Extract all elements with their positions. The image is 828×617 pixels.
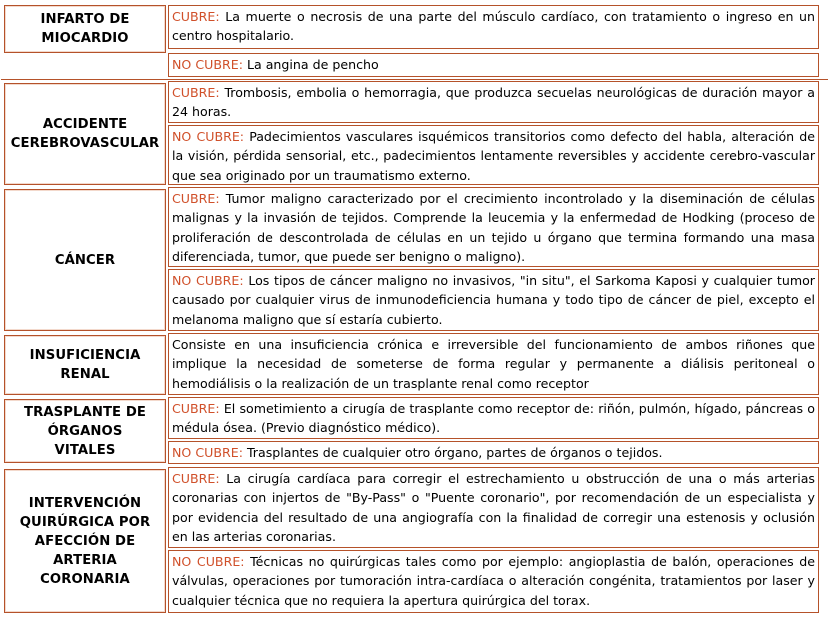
cubre-tag: CUBRE: — [172, 9, 220, 24]
cubre-text: La muerte o necrosis de una parte del músculo cardíaco, con tratamiento o ingreso en un centro hospitalario. — [172, 9, 815, 44]
condition-label-cancer — [4, 189, 166, 331]
condition-label-text: INSUFICIENCIA RENAL — [29, 348, 141, 382]
row-divider — [1, 79, 828, 80]
nocubre-cell-coronaria — [168, 550, 819, 613]
cubre-tag: CUBRE: — [172, 471, 220, 486]
cubre-text: La cirugía cardíaca para corregir el estrechamiento u obstrucción de una o más arterias coronarias con injertos de "By-Pass" o "Puente coronario", por recomendación de un especialista y por evidencia del resultado de una angiografía con la finalidad de corregir una estenosis y oclusión en las arterias coronarias. — [172, 471, 815, 544]
nocubre-tag: NO CUBRE: — [172, 129, 245, 144]
cubre-cell-trasplante — [168, 397, 819, 439]
condition-label-infarto — [4, 5, 166, 53]
nocubre-text: Padecimientos vasculares isquémicos transitorios como defecto del habla, alteración de la visión, pérdida sensorial, etc., padecimientos lentamente reversibles y accidente cerebro-vascular que sea originado por un traumatismo externo. — [172, 129, 815, 183]
condition-label-text: INTERVENCIÓN QUIRÚRGICA POR AFECCIÓN DE ARTERIA CORONARIA — [19, 495, 151, 587]
cubre-text: Tumor maligno caracterizado por el crecimiento incontrolado y la diseminación de células malignas y la invasión de tejidos. Comprende la leucemia y la enfermedad de Hodking (proceso de proliferación de descontrolada de células en un tejido u órgano que termina formando una masa diferenciada, tumor, que puede ser benigno o maligno). — [172, 191, 815, 264]
coverage-table — [1, 1, 827, 616]
condition-label-renal — [4, 335, 166, 395]
nocubre-text: Trasplantes de cualquier otro órgano, partes de órganos o tejidos. — [246, 445, 663, 460]
cubre-text: Trombosis, embolia o hemorragia, que produzca secuelas neurológicas de duración mayor a 24 horas. — [172, 85, 815, 120]
condition-label-trasplante — [4, 399, 166, 463]
nocubre-tag: NO CUBRE: — [172, 445, 243, 460]
nocubre-text: Los tipos de cáncer maligno no invasivos, "in situ", el Sarkoma Kaposi y cualquier tumor causado por cualquier virus de inmunodeficiencia humana y todo tipo de cáncer de piel, excepto el melanoma maligno que sí estaría cubierto. — [172, 273, 815, 327]
cubre-tag: CUBRE: — [172, 401, 220, 416]
nocubre-cell-trasplante — [168, 441, 819, 464]
plain-cell-renal — [168, 333, 819, 395]
nocubre-cell-cancer — [168, 269, 819, 331]
cubre-cell-acv — [168, 81, 819, 123]
condition-label-acv — [4, 83, 166, 185]
cubre-tag: CUBRE: — [172, 191, 220, 206]
condition-label-coronaria — [4, 469, 166, 613]
nocubre-tag: NO CUBRE: — [172, 554, 245, 569]
nocubre-tag: NO CUBRE: — [172, 57, 243, 72]
condition-label-text: CÁNCER — [54, 252, 116, 268]
nocubre-cell-infarto — [168, 53, 819, 77]
nocubre-tag: NO CUBRE: — [172, 273, 244, 288]
cubre-cell-cancer — [168, 187, 819, 267]
condition-label-text: INFARTO DE MIOCARDIO — [40, 12, 130, 46]
nocubre-text: La angina de pencho — [246, 57, 379, 72]
cubre-tag: CUBRE: — [172, 85, 220, 100]
renal-text: Consiste en una insuficiencia crónica e irreversible del funcionamiento de ambos riñones que implique la necesidad de someterse de forma regular y permanente a diálisis peritoneal o hemodiálisis o la realización de un trasplante renal como receptor — [172, 337, 815, 391]
cubre-text: El sometimiento a cirugía de trasplante como receptor de: riñón, pulmón, hígado, páncreas o médula ósea. (Previo diagnóstico médico). — [172, 401, 815, 436]
condition-label-text: TRASPLANTE DE ÓRGANOS VITALES — [23, 404, 147, 458]
condition-label-text: ACCIDENTE CEREBROVASCULAR — [10, 117, 160, 151]
nocubre-cell-acv — [168, 125, 819, 185]
cubre-cell-coronaria — [168, 467, 819, 548]
cubre-cell-infarto — [168, 5, 819, 49]
nocubre-text: Técnicas no quirúrgicas tales como por ejemplo: angioplastia de balón, operaciones de válvulas, operaciones por tumoración intra-cardíaca o alteración congénita, tratamientos por laser y cualquier técnica que no requiera la apertura quirúrgica del torax. — [172, 554, 815, 608]
